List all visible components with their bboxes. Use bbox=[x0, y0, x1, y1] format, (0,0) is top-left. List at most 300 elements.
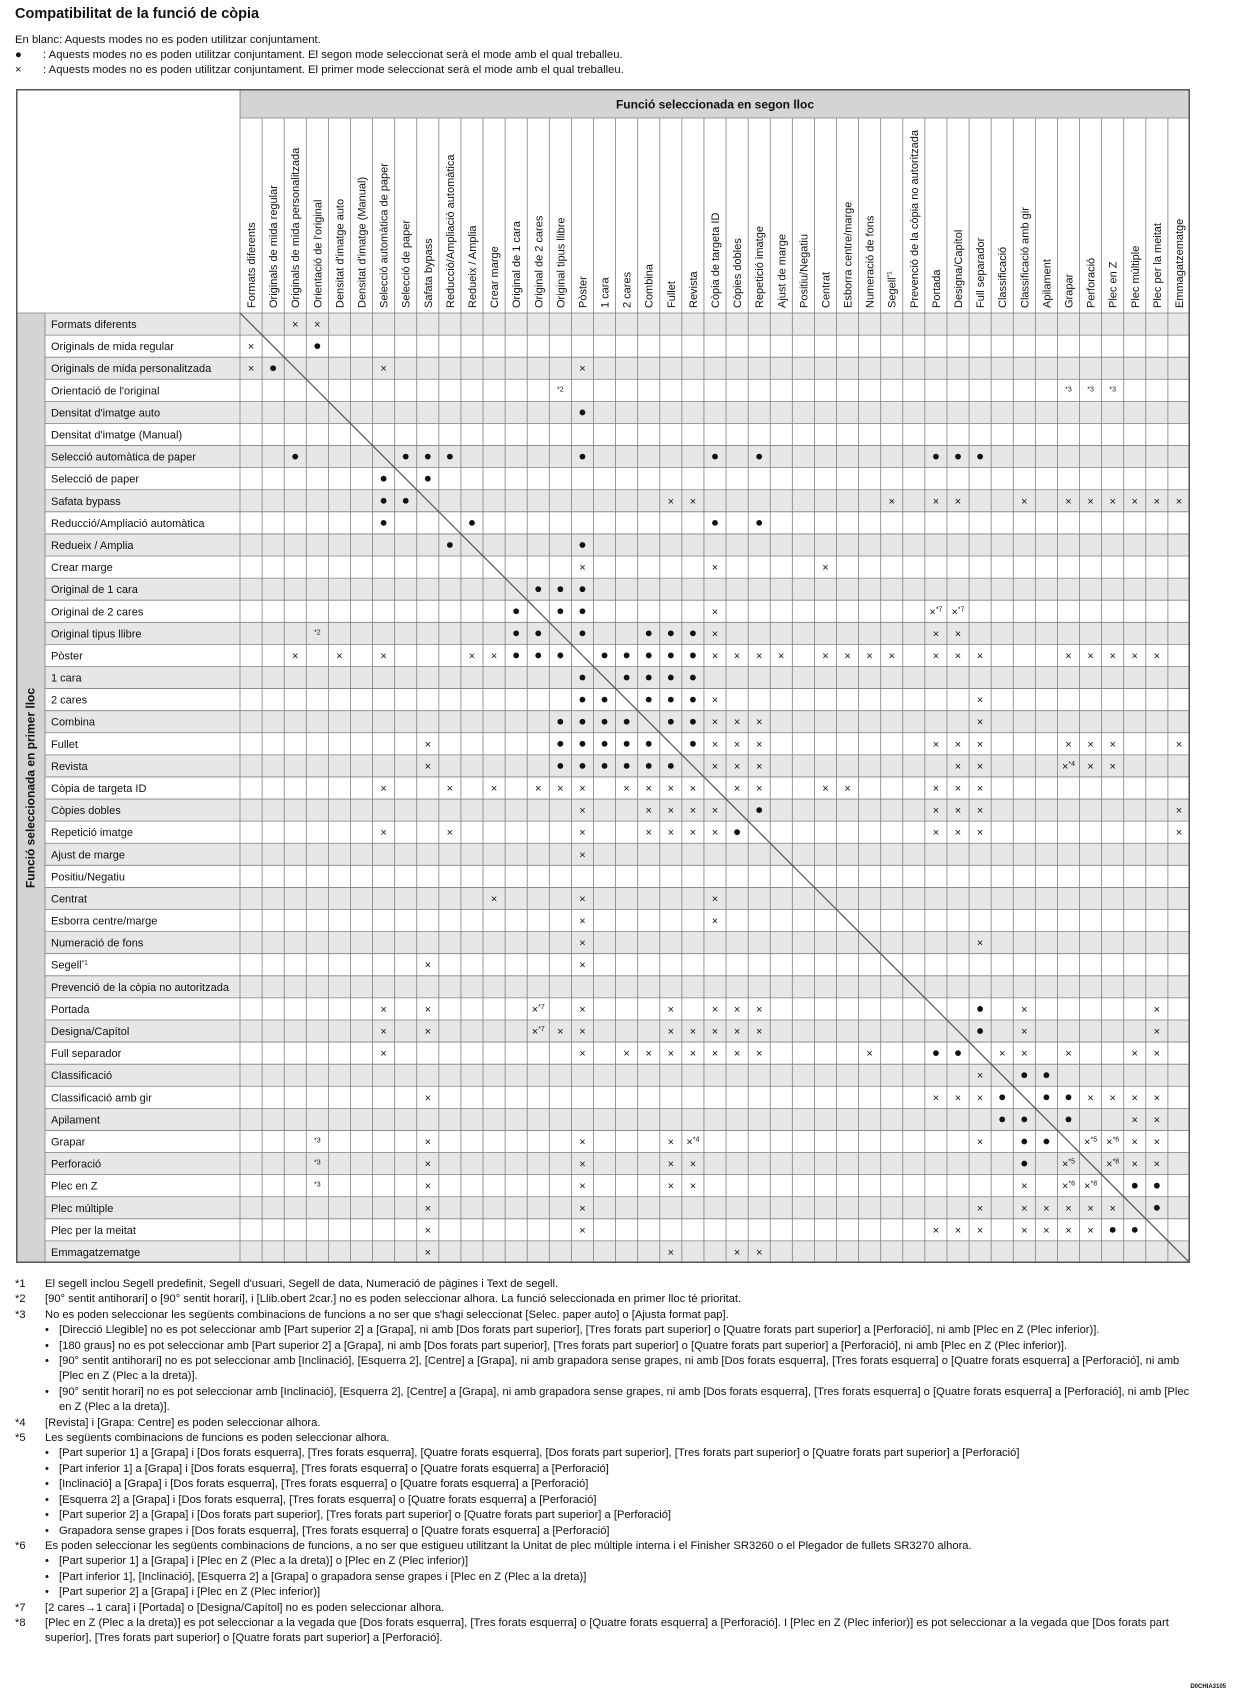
cell-cross: × bbox=[336, 650, 343, 663]
cell-cross: × bbox=[667, 1026, 675, 1039]
cell-cross: × bbox=[1087, 738, 1094, 751]
footnote-text: [Plec en Z (Plec a la dreta)] es pot seleccionar a la vegada que [Dos forats esquerra], [Tres forats esquerra] o [Quatre forats esquerra] a [Perforació]. I [Plec en Z (Plec inferior)] es pot seleccionar a la vegada que [Dos forats part superior], [Tres forats part superior] o [Quatre forats part superior] a [Perforació]. bbox=[45, 1616, 1169, 1645]
cell-dot bbox=[403, 454, 409, 460]
cell-cross: × bbox=[247, 363, 255, 376]
cell-cross: × bbox=[579, 1224, 586, 1237]
cell-cross: × bbox=[468, 650, 476, 663]
cell-cross-note: ×$^{*6}$ bbox=[1106, 1136, 1120, 1149]
cell-dot bbox=[557, 763, 563, 769]
cell-cross: × bbox=[579, 915, 586, 928]
cell-cross: × bbox=[932, 827, 940, 840]
column-header: Positiu/Negatiu bbox=[798, 234, 811, 308]
cell-dot bbox=[668, 653, 674, 659]
cell-cross: × bbox=[711, 694, 719, 707]
cell-cross: × bbox=[645, 1048, 652, 1061]
cell-cross: × bbox=[689, 495, 697, 508]
column-header: Pòster bbox=[577, 276, 590, 308]
footnote-label: *3 bbox=[15, 1308, 26, 1321]
footnote-text: Es poden seleccionar les següents combinacions de funcions, a no ser que estigueu utilitzant la Unitat de plec múltiple interna i el Finisher SR3260 o el Plegador de fullets SR3270 alhora. bbox=[45, 1539, 972, 1552]
column-header: Numeració de fons bbox=[864, 215, 877, 308]
cell-cross: × bbox=[490, 783, 498, 795]
row-label: Còpies dobles bbox=[51, 805, 121, 818]
cell-dot bbox=[999, 1094, 1005, 1100]
cell-dot bbox=[381, 520, 387, 526]
cell-cross: × bbox=[976, 1070, 984, 1083]
cross-symbol: × bbox=[15, 64, 22, 76]
footnote-ref: *5 bbox=[1068, 1158, 1076, 1166]
cell-cross: × bbox=[490, 893, 498, 906]
footnotes bbox=[15, 1277, 1195, 1647]
cell-dot bbox=[580, 741, 586, 747]
row-group-label: Funció seleccionada en primer lloc bbox=[23, 687, 38, 889]
cell-cross: × bbox=[1065, 1224, 1072, 1237]
cell-cross: × bbox=[733, 650, 741, 663]
cell-cross: × bbox=[976, 1136, 984, 1149]
cell-cross: × bbox=[579, 1136, 586, 1149]
footnote-ref: *7 bbox=[957, 606, 965, 614]
row-shade bbox=[45, 1020, 1190, 1042]
cell-cross: × bbox=[733, 1026, 741, 1039]
cell-cross: × bbox=[424, 1092, 432, 1105]
footnote-bullet: • [90° sentit horari] no es pot seleccionar amb [Inclinació], [Esquerra 2], [Centre] a [Grapa], ni amb grapadora sense grapes, ni amb [Dos forats esquerra], [Tres forats esquerra] o [Quatre forats esquerra] a [Perforació], ni amb [Plec en Z (Plec a la dreta)]. bbox=[15, 1385, 1195, 1416]
cell-cross: × bbox=[579, 827, 586, 840]
cell-dot bbox=[624, 719, 630, 725]
cell-cross: × bbox=[579, 849, 586, 862]
column-header: Originals de mida regular bbox=[268, 185, 281, 308]
cell-cross-note: ×$^{*7}$ bbox=[951, 606, 965, 619]
cell-dot bbox=[580, 454, 586, 460]
column-header: Plec múltiple bbox=[1129, 245, 1142, 308]
cell-cross: × bbox=[711, 760, 719, 773]
row-shade bbox=[45, 622, 1190, 644]
row-label: Original tipus llibre bbox=[51, 628, 142, 641]
cell-cross: × bbox=[733, 716, 741, 729]
row-label: Fullet bbox=[51, 738, 78, 751]
cell-cross: × bbox=[689, 1180, 697, 1193]
footnote-text: [2 cares→1 cara] i [Portada] o [Designa/Capítol] no es poden seleccionar alhora. bbox=[45, 1601, 445, 1614]
cell-dot bbox=[690, 630, 696, 636]
cell-cross: × bbox=[689, 1048, 697, 1061]
footnote-label: *7 bbox=[15, 1601, 26, 1614]
row-shade bbox=[45, 843, 1190, 865]
cell-cross: × bbox=[1065, 495, 1072, 508]
cell-cross: × bbox=[579, 805, 586, 818]
row-shade bbox=[45, 755, 1190, 777]
cell-cross: × bbox=[667, 1136, 675, 1149]
footnote-ref: *7 bbox=[935, 606, 943, 614]
cell-cross: × bbox=[1109, 760, 1116, 773]
column-header: Esborra centre/marge bbox=[842, 201, 855, 308]
column-header: Orientació de l'original bbox=[312, 199, 325, 308]
footnote-label: *4 bbox=[15, 1416, 26, 1429]
cell-dot bbox=[955, 1050, 961, 1056]
footnote bbox=[15, 1416, 1195, 1431]
cell-dot bbox=[668, 763, 674, 769]
cell-cross: × bbox=[1131, 1158, 1138, 1171]
row-label: Combina bbox=[51, 716, 96, 729]
footnote-ref: *6 bbox=[1068, 1180, 1076, 1188]
footnote-ref: *1 bbox=[886, 271, 894, 278]
row-label: 2 cares bbox=[51, 694, 88, 707]
cell-dot bbox=[933, 1050, 939, 1056]
cell-cross: × bbox=[292, 319, 299, 332]
cell-cross: × bbox=[579, 937, 586, 950]
cell-cross: × bbox=[535, 783, 542, 795]
row-shade bbox=[45, 711, 1190, 733]
column-header: Fullet bbox=[665, 281, 678, 308]
column-header: Formats diferents bbox=[246, 222, 259, 308]
row-label: Centrat bbox=[51, 893, 88, 906]
compatibility-grid bbox=[16, 89, 1190, 1263]
footnote-text: No es poden seleccionar les següents combinacions de funcions a no ser que s'hagi seleccionat [Selec. paper auto] o [Ajusta format pap]. bbox=[45, 1308, 729, 1321]
footnote-bullet: • [Part superior 2] a [Grapa] i [Plec en Z (Plec inferior)] bbox=[15, 1585, 1195, 1600]
cell-cross: × bbox=[1131, 1136, 1138, 1149]
cell-cross: × bbox=[579, 959, 586, 972]
cell-cross: × bbox=[314, 319, 321, 332]
cell-cross: × bbox=[976, 783, 984, 795]
row-shade bbox=[45, 357, 1190, 379]
cell-dot bbox=[624, 653, 630, 659]
cell-cross-note: ×$^{*8}$ bbox=[1106, 1158, 1120, 1171]
cell-cross-note: ×$^{*4}$ bbox=[686, 1136, 700, 1149]
cell-dot bbox=[602, 697, 608, 703]
row-shade bbox=[45, 1108, 1190, 1130]
cell-cross: × bbox=[1065, 650, 1072, 663]
row-label: Redueix / Amplia bbox=[51, 539, 134, 552]
cell-cross: × bbox=[755, 783, 763, 795]
footnote-ref: *6 bbox=[1112, 1136, 1120, 1144]
cell-cross: × bbox=[645, 805, 652, 818]
cell-dot bbox=[447, 454, 453, 460]
cell-dot bbox=[756, 520, 762, 526]
cell-cross-note: ×$^{*7}$ bbox=[929, 606, 943, 619]
cell-cross: × bbox=[1175, 495, 1183, 508]
cell-dot bbox=[1066, 1094, 1072, 1100]
cell-cross: × bbox=[667, 827, 675, 840]
cell-cross: × bbox=[1087, 495, 1094, 508]
row-label: 1 cara bbox=[51, 672, 82, 685]
cell-dot bbox=[690, 675, 696, 681]
row-label: Formats diferents bbox=[51, 319, 137, 332]
cell-cross: × bbox=[424, 1158, 432, 1171]
cell-cross: × bbox=[844, 650, 851, 663]
cell-cross: × bbox=[424, 1136, 432, 1149]
column-header: Reducció/Ampliació automàtica bbox=[444, 154, 457, 308]
cell-cross: × bbox=[976, 1202, 984, 1215]
cell-cross: × bbox=[1131, 1092, 1138, 1105]
footnote-ref: *7 bbox=[538, 1003, 545, 1011]
row-shade bbox=[45, 313, 1190, 335]
cell-dot bbox=[535, 586, 541, 592]
column-header: Crear marge bbox=[489, 246, 502, 308]
cell-cross: × bbox=[579, 1003, 586, 1016]
cell-cross: × bbox=[932, 783, 940, 795]
row-label: Grapar bbox=[51, 1136, 86, 1149]
column-header: Safata bypass bbox=[422, 238, 435, 308]
row-label: Apilament bbox=[51, 1114, 100, 1127]
row-label: Perforació bbox=[51, 1158, 102, 1171]
footnote-text: [Revista] i [Grapa: Centre] es poden seleccionar alhora. bbox=[45, 1416, 321, 1429]
row-shade bbox=[45, 887, 1190, 909]
cell-cross: × bbox=[1021, 1026, 1028, 1039]
cell-dot bbox=[646, 653, 652, 659]
cell-cross: × bbox=[689, 827, 697, 840]
cell-cross: × bbox=[645, 783, 652, 795]
document-code: D0CHIA3105 bbox=[1190, 1684, 1226, 1690]
footnote-bullet: • [Inclinació] a [Grapa] i [Dos forats esquerra], [Tres forats esquerra] o [Quatre forats esquerra] a [Perforació] bbox=[15, 1477, 1195, 1492]
cell-cross: × bbox=[623, 783, 630, 795]
cell-cross: × bbox=[711, 805, 719, 818]
cell-cross: × bbox=[733, 760, 741, 773]
row-shade bbox=[45, 666, 1190, 688]
cell-cross: × bbox=[954, 1092, 962, 1105]
cell-cross: × bbox=[1043, 1202, 1050, 1215]
cell-dot bbox=[292, 454, 298, 460]
cell-cross: × bbox=[579, 893, 586, 906]
cell-dot bbox=[580, 630, 586, 636]
cell-dot bbox=[646, 697, 652, 703]
footnote-bullet: • [Esquerra 2] a [Grapa] i [Dos forats esquerra], [Tres forats esquerra] o [Quatre forats esquerra] a [Perforació] bbox=[15, 1493, 1195, 1508]
cell-dot bbox=[712, 520, 718, 526]
cell-cross: × bbox=[424, 1026, 432, 1039]
footnote-bullet: • [Direcció Llegible] no es pot seleccionar amb [Part superior 2] a [Grapa], ni amb [Dos forats part superior], [Tres forats part superior] o [Quatre forats part superior] a [Perforació], ni amb [Plec en Z (Plec inferior)]. bbox=[15, 1323, 1195, 1338]
cell-cross: × bbox=[755, 1026, 763, 1039]
cell-cross: × bbox=[822, 562, 829, 575]
cell-dot bbox=[1021, 1072, 1027, 1078]
cell-dot bbox=[314, 343, 320, 349]
cell-cross: × bbox=[579, 1026, 586, 1039]
cell-cross: × bbox=[380, 1048, 387, 1061]
cell-dot bbox=[1021, 1116, 1027, 1122]
cell-cross: × bbox=[1087, 1224, 1094, 1237]
column-header: Segell$^{*1}$ bbox=[886, 271, 899, 308]
cell-cross: × bbox=[888, 650, 895, 663]
cell-cross: × bbox=[1153, 1092, 1161, 1105]
row-label: Classificació amb gir bbox=[51, 1092, 152, 1105]
cell-dot bbox=[1132, 1183, 1138, 1189]
row-label: Pòster bbox=[51, 650, 83, 663]
cell-dot bbox=[1132, 1227, 1138, 1233]
cell-cross: × bbox=[667, 1048, 675, 1061]
row-label: Plec en Z bbox=[51, 1180, 98, 1193]
cell-cross: × bbox=[667, 1003, 675, 1016]
cell-cross: × bbox=[711, 650, 719, 663]
cell-dot bbox=[557, 608, 563, 614]
cell-cross: × bbox=[1065, 1202, 1072, 1215]
footnote bbox=[15, 1431, 1195, 1446]
cell-cross: × bbox=[932, 1224, 940, 1237]
column-header: Originals de mida personalitzada bbox=[290, 147, 303, 308]
row-label: Portada bbox=[51, 1003, 90, 1016]
column-header: Selecció de paper bbox=[400, 219, 413, 308]
cell-cross: × bbox=[1109, 738, 1116, 751]
row-label: Revista bbox=[51, 760, 88, 773]
cell-dot bbox=[624, 675, 630, 681]
footnote-bullet: • [90° sentit antihorari] no es pot seleccionar amb [Inclinació], [Esquerra 2], [Centre] a [Grapa], ni amb grapadora sense grapes, ni amb [Dos forats esquerra], [Tres forats esquerra] o [Quatre forats esquerra] a [Perforació], ni amb [Plec en Z (Plec a la dreta)]. bbox=[15, 1354, 1195, 1385]
cell-cross: × bbox=[711, 716, 719, 729]
column-header: Designa/Capítol bbox=[953, 229, 966, 308]
cell-cross: × bbox=[1153, 1003, 1161, 1016]
cell-cross: × bbox=[579, 1048, 586, 1061]
cell-cross: × bbox=[380, 783, 387, 795]
cell-cross: × bbox=[954, 738, 962, 751]
cell-dot bbox=[999, 1116, 1005, 1122]
cell-cross: × bbox=[1153, 1026, 1161, 1039]
column-header: Original tipus llibre bbox=[555, 217, 568, 308]
cell-dot bbox=[646, 763, 652, 769]
cell-cross: × bbox=[1153, 1048, 1161, 1061]
cell-dot bbox=[580, 675, 586, 681]
cell-dot bbox=[270, 365, 276, 371]
cell-cross: × bbox=[1131, 650, 1138, 663]
column-header: 2 cares bbox=[621, 271, 634, 308]
cell-cross: × bbox=[733, 1003, 741, 1016]
row-label: Safata bypass bbox=[51, 495, 121, 508]
column-header: Classificació amb gir bbox=[1019, 207, 1032, 308]
cell-dot bbox=[1154, 1205, 1160, 1211]
row-label: Selecció de paper bbox=[51, 473, 140, 486]
cell-dot bbox=[690, 697, 696, 703]
footnote-ref: *4 bbox=[1068, 760, 1076, 768]
column-header: Grapar bbox=[1063, 273, 1076, 308]
column-header: Apilament bbox=[1041, 259, 1054, 308]
cell-dot bbox=[602, 741, 608, 747]
footnote-ref: *8 bbox=[1090, 1180, 1098, 1188]
row-label: Repetició imatge bbox=[51, 827, 133, 840]
cell-note: *3 bbox=[1065, 386, 1072, 394]
footnote-ref: *1 bbox=[81, 959, 88, 967]
cell-cross: × bbox=[424, 1003, 432, 1016]
cell-cross-note: ×$^{*7}$ bbox=[531, 1003, 545, 1016]
cell-cross: × bbox=[424, 959, 432, 972]
row-label: Plec múltiple bbox=[51, 1202, 114, 1215]
cell-cross: × bbox=[822, 783, 829, 795]
cell-cross: × bbox=[733, 738, 741, 751]
cell-cross-note: ×$^{*4}$ bbox=[1061, 760, 1076, 773]
cell-cross: × bbox=[711, 915, 719, 928]
cell-dot bbox=[602, 653, 608, 659]
cell-dot bbox=[557, 741, 563, 747]
cell-cross: × bbox=[755, 738, 763, 751]
cell-cross: × bbox=[380, 363, 387, 376]
footnote-bullet: • [Part superior 1] a [Grapa] i [Plec en Z (Plec a la dreta)] o [Plec en Z (Plec inferior)] bbox=[15, 1554, 1195, 1569]
cell-dot bbox=[403, 498, 409, 504]
cell-dot bbox=[1043, 1094, 1049, 1100]
cell-cross: × bbox=[424, 1202, 432, 1215]
cell-cross: × bbox=[711, 1003, 719, 1016]
cell-cross: × bbox=[689, 805, 697, 818]
cell-cross: × bbox=[667, 783, 675, 795]
column-header: Perforació bbox=[1085, 257, 1098, 308]
cell-dot bbox=[646, 741, 652, 747]
row-label: Originals de mida personalitzada bbox=[51, 363, 212, 376]
cell-cross: × bbox=[1087, 1092, 1094, 1105]
footnote bbox=[15, 1616, 1195, 1647]
column-header: Plec en Z bbox=[1107, 261, 1120, 308]
footnote-text: El segell inclou Segell predefinit, Segell d'usuari, Segell de data, Numeració de pàgines i Text de segell. bbox=[45, 1278, 559, 1290]
row-shade bbox=[45, 1153, 1190, 1175]
column-header: Densitat d'imatge (Manual) bbox=[356, 176, 369, 308]
row-shade bbox=[45, 401, 1190, 423]
cell-cross: × bbox=[579, 1158, 586, 1171]
cell-dot bbox=[1043, 1139, 1049, 1145]
cell-cross: × bbox=[424, 1246, 432, 1259]
cell-cross-note: ×$^{*5}$ bbox=[1084, 1136, 1098, 1149]
cell-cross: × bbox=[932, 495, 940, 508]
cell-dot bbox=[690, 719, 696, 725]
column-header: 1 cara bbox=[599, 277, 612, 308]
row-label: Full separador bbox=[51, 1048, 122, 1061]
cell-cross: × bbox=[954, 1224, 962, 1237]
cell-dot bbox=[712, 454, 718, 460]
cell-note: *2 bbox=[314, 629, 321, 637]
footnote-label: *5 bbox=[15, 1432, 26, 1445]
row-label: Original de 2 cares bbox=[51, 606, 144, 619]
cell-cross: × bbox=[755, 1048, 763, 1061]
cell-dot bbox=[1066, 1116, 1072, 1122]
cell-cross: × bbox=[976, 1092, 984, 1105]
cell-cross: × bbox=[1153, 650, 1161, 663]
cell-cross: × bbox=[424, 760, 432, 773]
row-label: Plec per la meitat bbox=[51, 1224, 136, 1237]
column-header: Combina bbox=[643, 263, 656, 308]
cell-cross: × bbox=[954, 783, 962, 795]
cell-cross: × bbox=[579, 783, 586, 795]
cell-cross: × bbox=[711, 738, 719, 751]
cell-dot bbox=[955, 454, 961, 460]
footnote-text: [90° sentit antihorari] o [90° sentit horari], i [Llib.obert 2car.] no es poden seleccionar alhora. La funció seleccionada en primer lloc té prioritat. bbox=[45, 1293, 742, 1306]
cell-dot bbox=[1154, 1183, 1160, 1189]
cell-dot bbox=[469, 520, 475, 526]
cell-cross: × bbox=[579, 363, 586, 376]
footnote-label: *1 bbox=[15, 1278, 26, 1290]
cell-cross: × bbox=[1021, 495, 1028, 508]
cell-cross: × bbox=[1021, 1048, 1028, 1061]
footnote bbox=[15, 1308, 1195, 1323]
column-header: Plec per la meitat bbox=[1151, 223, 1164, 308]
column-header: Original de 2 cares bbox=[533, 215, 546, 308]
cell-dot bbox=[381, 476, 387, 482]
row-shade bbox=[45, 1197, 1190, 1219]
cell-dot bbox=[580, 608, 586, 614]
row-label: Ajust de marge bbox=[51, 849, 125, 862]
cell-dot bbox=[646, 675, 652, 681]
column-header: Prevenció de la còpia no autoritzada bbox=[908, 130, 921, 308]
cell-dot bbox=[1043, 1072, 1049, 1078]
footnote-text: Les següents combinacions de funcions es poden seleccionar alhora. bbox=[45, 1432, 390, 1445]
cell-cross-note: ×$^{*6}$ bbox=[1061, 1180, 1076, 1193]
cell-cross: × bbox=[1021, 1224, 1028, 1237]
cell-dot bbox=[425, 454, 431, 460]
cell-cross: × bbox=[667, 1180, 675, 1193]
legend-blank: En blanc: Aquests modes no es poden utilitzar conjuntament. bbox=[15, 34, 321, 46]
cell-cross: × bbox=[380, 827, 387, 840]
cell-cross: × bbox=[755, 760, 763, 773]
cell-note: *3 bbox=[1087, 386, 1094, 394]
cell-cross: × bbox=[446, 827, 454, 840]
footnote bbox=[15, 1292, 1195, 1307]
cell-cross: × bbox=[1131, 1114, 1138, 1127]
cell-dot bbox=[557, 719, 563, 725]
page-title: Compatibilitat de la funció de còpia bbox=[15, 6, 260, 22]
footnote-ref: *4 bbox=[692, 1136, 700, 1144]
cell-cross: × bbox=[998, 1048, 1006, 1061]
row-shade bbox=[45, 1064, 1190, 1086]
cell-cross: × bbox=[866, 650, 873, 663]
cell-cross: × bbox=[1021, 1180, 1028, 1193]
cell-cross: × bbox=[424, 1224, 432, 1237]
cell-cross: × bbox=[1065, 738, 1072, 751]
